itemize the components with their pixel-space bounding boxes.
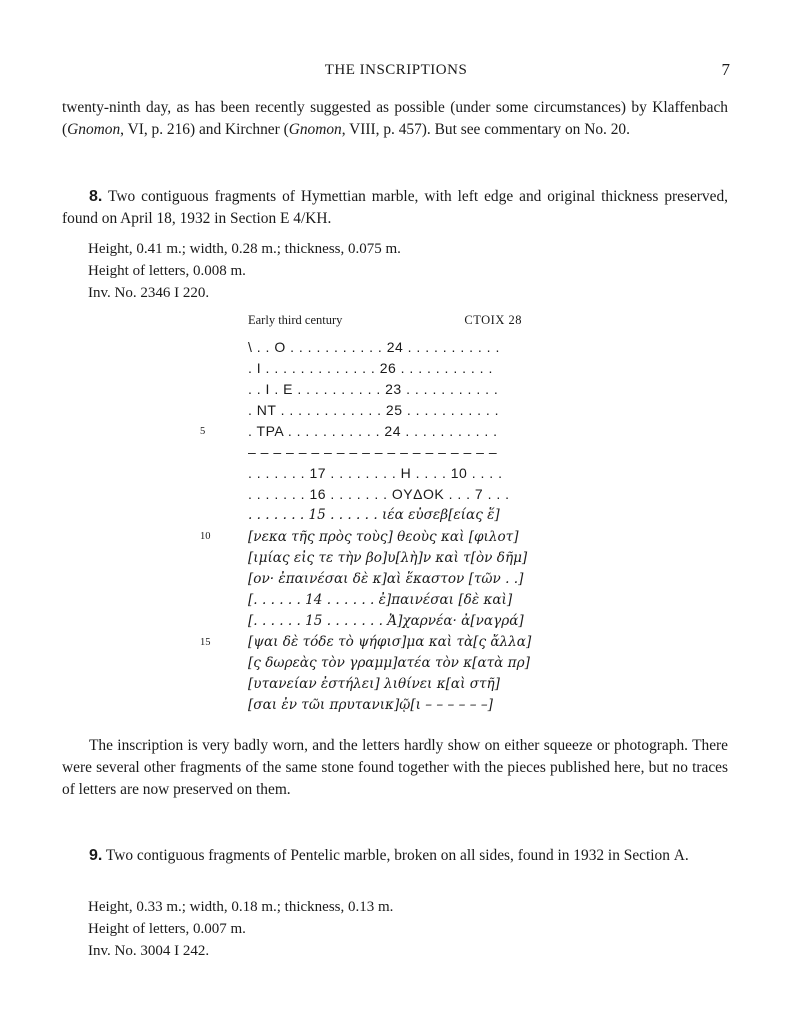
entry-9-inventory: Inv. No. 3004 I 242.: [88, 943, 210, 959]
entry-9-dimensions: Height, 0.33 m.; width, 0.18 m.; thickness, 0.13 m.: [88, 899, 394, 915]
inscription-line: . I . . . . . . . . . . . . . 26 . . . . . . . . . . .: [248, 360, 493, 376]
entry-8-number: 8.: [89, 188, 103, 205]
inscription-line: . . . . . . . 15 . . . . . . ιέα εὐσεβ[είας ἕ]: [248, 507, 500, 523]
inscription-line: [σαι ἐν τῶι πρυτανικ]ῷ[ι – – – – – –]: [248, 697, 493, 713]
inscription-line: [νεκα τῆς πρὸς τοὺς] θεοὺς καὶ [φιλοτ]: [248, 529, 519, 545]
inscription-line: . . I . E . . . . . . . . . . 23 . . . . . . . . . . .: [248, 381, 499, 397]
entry-8-commentary: The inscription is very badly worn, and the letters hardly show on either squeeze or photograph. There were several other fragments of the same stone found together with the pieces published here, but no traces of letters are now preserved on them.: [62, 737, 728, 798]
page-number: 7: [721, 60, 730, 79]
intro-text-3: , VIII, p. 457). But see commentary on No. 20.: [341, 121, 630, 138]
running-head: [62, 62, 730, 86]
inscription-line: [. . . . . . 15 . . . . . . . Ἀ]χαρνέα· ἀ[ναγρά]: [248, 613, 524, 629]
line-number-10: 10: [200, 531, 211, 542]
entry-9-number: 9.: [89, 847, 103, 864]
intro-text-2: , VI, p. 216) and Kirchner (: [120, 121, 289, 138]
intro-text-1: twenty-ninth day, as has been recently suggested as possible (under some circumstances) by Klaffenbach (: [62, 99, 728, 138]
inscription-line: [ς δωρεὰς τὸν γραμμ]ατέα τὸν κ[ατὰ πρ]: [248, 655, 530, 671]
entry-8-dimensions: Height, 0.41 m.; width, 0.28 m.; thickness, 0.075 m.: [88, 241, 401, 257]
inscription-line: . . . . . . . 16 . . . . . . . OYΔOK . . . 7 . . .: [248, 486, 510, 502]
inscription-line: [. . . . . . 14 . . . . . . ἐ]παινέσαι [δὲ καὶ]: [248, 592, 513, 608]
intro-italic-2: Gnomon: [288, 121, 342, 138]
entry-8-description: [62, 186, 728, 230]
entry-9-description-text: Two contiguous fragments of Pentelic marble, broken on all sides, found in 1932 in Section Α.: [105, 847, 689, 864]
inscription-header: [248, 313, 522, 331]
inscription-date: Early third century: [248, 313, 343, 327]
intro-italic-1: Gnomon: [67, 121, 121, 138]
inscription-line: \ . . O . . . . . . . . . . . 24 . . . . . . . . . . .: [248, 339, 500, 355]
inscription-line: . TPA . . . . . . . . . . . 24 . . . . . . . . . . .: [248, 423, 498, 439]
inscription-line: . . . . . . . 17 . . . . . . . . H . . . . 10 . . . .: [248, 465, 503, 481]
entry-9-letter-height: Height of letters, 0.007 m.: [88, 921, 246, 937]
entry-9-meta: [88, 896, 393, 962]
entry-9-description: [62, 845, 728, 867]
intro-paragraph: [62, 97, 728, 141]
inscription-line: [υτανείαν ἐστήλει] λιθίνει κ[αὶ στῆ]: [248, 676, 500, 692]
inscription-line: [ιμίας εἰς τε τὴν βο]υ[λὴ]ν καὶ τ[ὸν δῆμ]: [248, 550, 528, 566]
running-head-title: THE INSCRIPTIONS: [324, 62, 468, 78]
entry-8-description-text: Two contiguous fragments of Hymettian marble, with left edge and original thickness preserved, found on April 18, 1932 in Section Ε 4/ΚΗ.: [62, 188, 729, 227]
stoichedon-count: CTOIX 28: [464, 313, 522, 327]
inscription-line: . NT . . . . . . . . . . . . 25 . . . . . . . . . . .: [248, 402, 500, 418]
inscription-line: [ον· ἐπαινέσαι δὲ κ]αὶ ἕκαστον [τῶν . .]: [248, 571, 524, 587]
inscription-line: [ψαι δὲ τόδε τὸ ψήφισ]μα καὶ τὰ[ς ἄλλα]: [248, 634, 532, 650]
entry-8-meta: [88, 238, 401, 304]
inscription-break: – – – – – – – – – – – – – – – – – – – –: [248, 444, 498, 460]
line-number-15: 15: [200, 637, 211, 648]
entry-8-letter-height: Height of letters, 0.008 m.: [88, 263, 246, 279]
entry-8-inventory: Inv. No. 2346 I 220.: [88, 285, 210, 301]
line-number-5: 5: [200, 426, 206, 437]
